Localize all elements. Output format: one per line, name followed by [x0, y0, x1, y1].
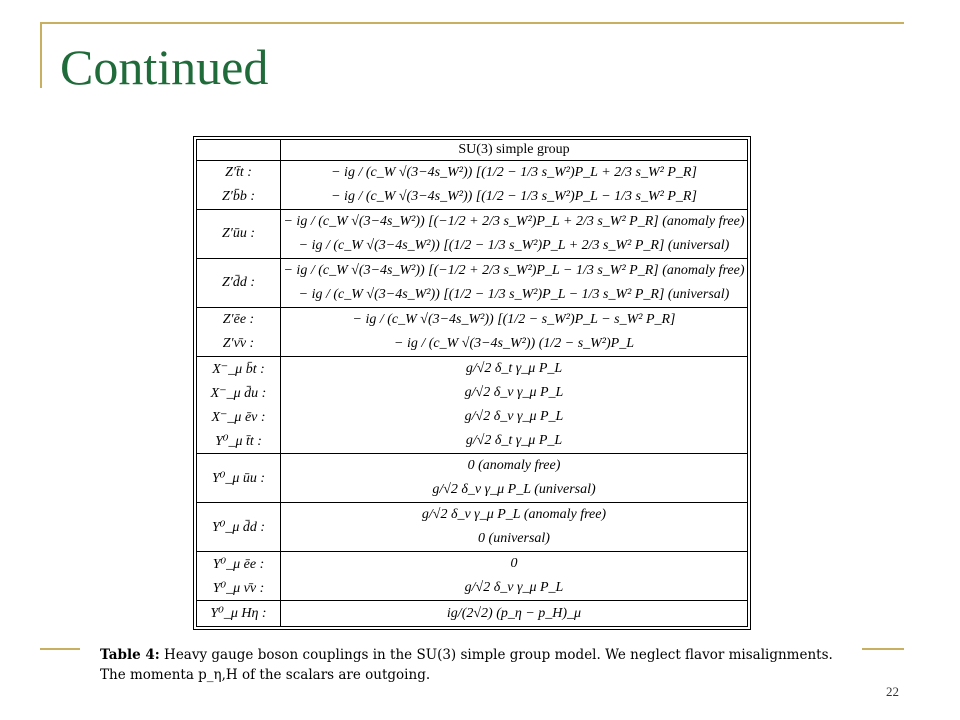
caption-label: Table 4:	[100, 647, 160, 663]
coupling-label-cell	[197, 454, 281, 502]
coupling-table-inner	[196, 139, 748, 627]
caption-rule-left	[40, 648, 80, 650]
coupling-value: g/√2 δ_t γ_μ P_L	[465, 361, 563, 376]
coupling-label: X⁻_μ d̄u :	[210, 385, 267, 401]
coupling-label-cell	[197, 601, 281, 626]
coupling-label-cell	[197, 161, 281, 209]
coupling-label: Z′b̄b :	[221, 189, 255, 204]
table-row	[197, 503, 747, 552]
coupling-label: X⁻_μ ēν :	[211, 409, 266, 425]
coupling-value-cell	[281, 308, 747, 356]
coupling-label: X⁻_μ b̄t :	[212, 361, 265, 377]
coupling-label-cell	[197, 503, 281, 551]
coupling-value: 0 (universal)	[478, 531, 550, 546]
coupling-value: g/√2 δ_t γ_μ P_L	[465, 433, 563, 448]
coupling-label: Y⁰_μ ēe :	[212, 556, 265, 572]
coupling-label-cell	[197, 259, 281, 307]
coupling-label: Y⁰_μ t̄t :	[215, 433, 262, 449]
coupling-value: − ig / (c_W √(3−4s_W²)) [(1/2 − 1/3 s_W²)P_L − 1/3 s_W² P_R]	[331, 189, 697, 204]
coupling-value: − ig / (c_W √(3−4s_W²)) [(−1/2 + 2/3 s_W²)P_L + 2/3 s_W² P_R] (anomaly free)	[283, 214, 745, 229]
table-header-row	[197, 140, 747, 161]
top-frame-line	[40, 22, 904, 24]
coupling-value: ig/(2√2) (p_η − p_H)_μ	[446, 605, 582, 621]
table-row	[197, 259, 747, 308]
coupling-value: − ig / (c_W √(3−4s_W²)) [(1/2 − 1/3 s_W²)P_L + 2/3 s_W² P_R]	[331, 165, 697, 180]
coupling-value: − ig / (c_W √(3−4s_W²)) [(1/2 − 1/3 s_W²)P_L + 2/3 s_W² P_R] (universal)	[298, 238, 730, 253]
coupling-label: Y⁰_μ ūu :	[211, 470, 266, 486]
coupling-label: Z′ūu :	[221, 226, 255, 241]
table-row	[197, 454, 747, 503]
coupling-value-cell	[281, 357, 747, 453]
coupling-value: g/√2 δ_ν γ_μ P_L (anomaly free)	[421, 507, 607, 522]
left-frame-line	[40, 22, 42, 88]
coupling-value: − ig / (c_W √(3−4s_W²)) [(1/2 − 1/3 s_W²)P_L − 1/3 s_W² P_R] (universal)	[298, 287, 730, 302]
coupling-value: g/√2 δ_ν γ_μ P_L	[464, 385, 564, 400]
coupling-value: − ig / (c_W √(3−4s_W²)) (1/2 − s_W²)P_L	[394, 336, 634, 351]
coupling-value-cell	[281, 210, 747, 258]
coupling-label-cell	[197, 357, 281, 453]
table-row	[197, 161, 747, 210]
coupling-value: 0	[510, 556, 518, 571]
coupling-label-cell	[197, 552, 281, 600]
coupling-value: g/√2 δ_ν γ_μ P_L	[464, 580, 564, 595]
coupling-label: Z′t̄t :	[225, 165, 252, 180]
coupling-value: g/√2 δ_ν γ_μ P_L (universal)	[432, 482, 596, 497]
table-row	[197, 308, 747, 357]
coupling-value-cell	[281, 259, 747, 307]
table-caption	[100, 645, 860, 685]
coupling-label: Y⁰_μ Hη :	[210, 606, 267, 621]
coupling-label: Z′d̄d :	[221, 275, 255, 290]
coupling-label: Z′ēe :	[222, 312, 255, 327]
coupling-value-cell	[281, 454, 747, 502]
table-row	[197, 601, 747, 626]
table-row	[197, 210, 747, 259]
coupling-value: − ig / (c_W √(3−4s_W²)) [(−1/2 + 2/3 s_W²)P_L − 1/3 s_W² P_R] (anomaly free)	[283, 263, 745, 278]
coupling-value-cell	[281, 503, 747, 551]
coupling-label: Y⁰_μ ν̄ν :	[212, 580, 265, 596]
caption-text: Heavy gauge boson couplings in the SU(3) simple group model. We neglect flavor misalignments. The momenta p_η,H of the scalars are outgoing.	[100, 647, 833, 683]
table-row	[197, 357, 747, 454]
coupling-value-cell	[281, 601, 747, 626]
coupling-label-cell	[197, 308, 281, 356]
coupling-value: 0 (anomaly free)	[467, 458, 561, 473]
coupling-label-cell	[197, 210, 281, 258]
coupling-label: Y⁰_μ d̄d :	[211, 519, 266, 535]
coupling-label: Z′ν̄ν :	[222, 336, 255, 351]
coupling-table	[193, 136, 751, 630]
coupling-value-cell	[281, 161, 747, 209]
caption-rule-right	[862, 648, 904, 650]
page-number: 22	[886, 684, 899, 699]
coupling-value-cell	[281, 552, 747, 600]
table-row	[197, 552, 747, 601]
header-empty-cell	[197, 140, 281, 160]
coupling-value: g/√2 δ_ν γ_μ P_L	[464, 409, 564, 424]
coupling-value: − ig / (c_W √(3−4s_W²)) [(1/2 − s_W²)P_L − s_W² P_R]	[352, 312, 676, 327]
table-header: SU(3) simple group	[458, 142, 570, 157]
slide-title: Continued	[60, 39, 269, 95]
